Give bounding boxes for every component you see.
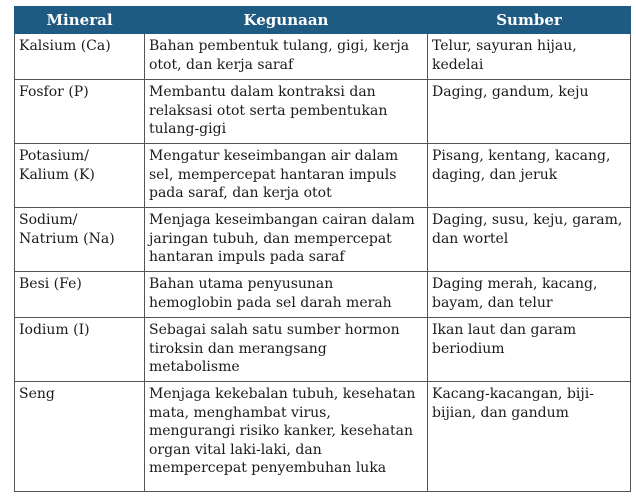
table-row xyxy=(15,80,631,144)
kegunaan-cell: Sebagai salah satu sumber hormon tiroksin dan merangsang metabolisme xyxy=(145,318,428,382)
sumber-cell: Kacang-kacangan, biji-bijian, dan gandum xyxy=(428,382,631,492)
sumber-cell: Telur, sayuran hijau, kedelai xyxy=(428,34,631,80)
kegunaan-cell: Mengatur keseimbangan air dalam sel, mempercepat hantaran impuls pada saraf, dan kerja otot xyxy=(145,144,428,208)
header-kegunaan: Kegunaan xyxy=(145,7,428,34)
table-row xyxy=(15,272,631,318)
kegunaan-cell: Menjaga keseimbangan cairan dalam jaringan tubuh, dan mempercepat hantaran impuls pada saraf xyxy=(145,208,428,272)
kegunaan-cell: Bahan pembentuk tulang, gigi, kerja otot, dan kerja saraf xyxy=(145,34,428,80)
sumber-cell: Pisang, kentang, kacang, daging, dan jeruk xyxy=(428,144,631,208)
table-row xyxy=(15,144,631,208)
sumber-cell: Ikan laut dan garam beriodium xyxy=(428,318,631,382)
header-sumber: Sumber xyxy=(428,7,631,34)
mineral-table xyxy=(14,6,631,492)
mineral-cell: Potasium/ Kalium (K) xyxy=(15,144,145,208)
mineral-cell: Kalsium (Ca) xyxy=(15,34,145,80)
table-row xyxy=(15,318,631,382)
kegunaan-cell: Membantu dalam kontraksi dan relaksasi otot serta pembentukan tulang-gigi xyxy=(145,80,428,144)
table-row xyxy=(15,382,631,492)
sumber-cell: Daging merah, kacang, bayam, dan telur xyxy=(428,272,631,318)
mineral-cell: Fosfor (P) xyxy=(15,80,145,144)
sumber-cell: Daging, gandum, keju xyxy=(428,80,631,144)
sumber-cell: Daging, susu, keju, garam, dan wortel xyxy=(428,208,631,272)
header-row xyxy=(15,7,631,34)
table-row xyxy=(15,34,631,80)
mineral-cell: Seng xyxy=(15,382,145,492)
mineral-cell: Sodium/ Natrium (Na) xyxy=(15,208,145,272)
mineral-cell: Iodium (I) xyxy=(15,318,145,382)
mineral-cell: Besi (Fe) xyxy=(15,272,145,318)
kegunaan-cell: Menjaga kekebalan tubuh, kesehatan mata, menghambat virus, mengurangi risiko kanker, kesehatan organ vital laki-laki, dan mempercepat penyembuhan luka xyxy=(145,382,428,492)
table-row xyxy=(15,208,631,272)
kegunaan-cell: Bahan utama penyusunan hemoglobin pada sel darah merah xyxy=(145,272,428,318)
header-mineral: Mineral xyxy=(15,7,145,34)
